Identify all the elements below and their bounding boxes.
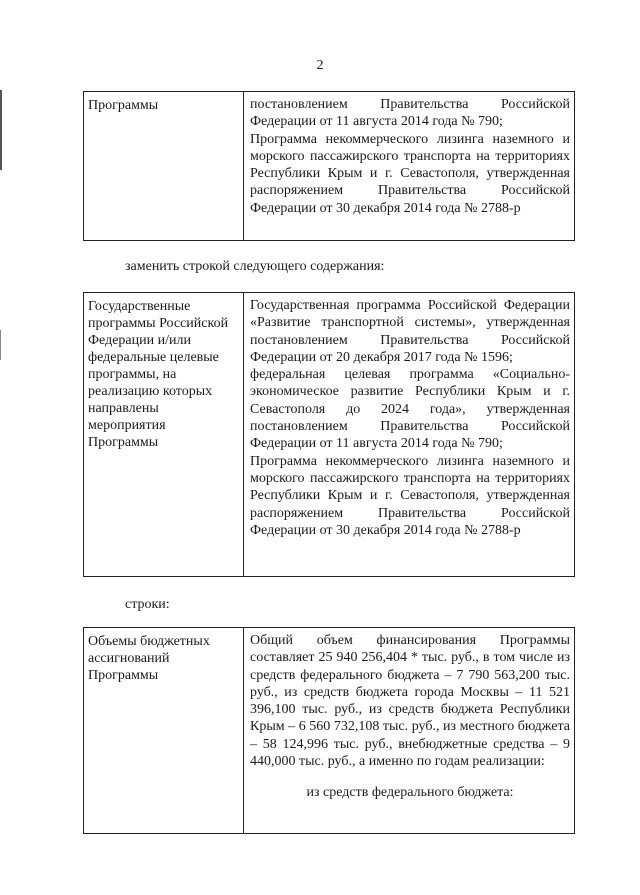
table-left-cell <box>84 293 244 576</box>
scan-edge-mark <box>0 330 1 360</box>
replace-instruction: заменить строкой следующего содержания: <box>125 259 385 274</box>
lines-label: строки: <box>125 597 170 612</box>
cell-paragraph: Программа некоммерческого лизинга наземного и морского пассажирского транспорта на территориях Республики Крым и г. Севастополя, утвержденная распоряжением Правительства Российской Федерации от 30 декабря 2014 года № 2788-р <box>250 131 570 216</box>
cell-paragraph: постановлением Правительства Российской Федерации от 11 августа 2014 года № 790; <box>250 97 570 130</box>
table-right-cell <box>244 92 574 240</box>
cell-label: Государственные программы Российской Федерации и/или федеральные целевые программы, на реализацию которых направлены мероприятия Программы <box>88 299 229 450</box>
cell-label: Программы <box>88 98 159 113</box>
cell-paragraph: Государственная программа Российской Федерации «Развитие транспортной системы», утвержденная постановлением Правительства Российской Федерации от 20 декабря 2017 года № 1596; <box>250 298 570 365</box>
scan-edge-mark <box>0 90 2 170</box>
page-number: 2 <box>316 58 324 73</box>
table-left-cell <box>84 628 244 833</box>
cell-paragraph: федеральная целевая программа «Социально-экономическое развитие Республики Крым и г. Севастополя до 2024 года», утвержденная постановлением Правительства Российской Федерации от 11 августа 2014 года № 790; <box>250 367 570 452</box>
table-programs-continued <box>83 91 575 241</box>
cell-paragraph: Общий объем финансирования Программы составляет 25 940 256,404 * тыс. руб., в том числе из средств федерального бюджета – 7 790 563,200 тыс. руб., из средств бюджета города Москвы – 11 521 396,100 тыс. руб., из средств бюджета Республики Крым – 6 560 732,108 тыс. руб., из местного бюджета – 58 124,996 тыс. руб., внебюджетные средства – 9 440,000 тыс. руб., а именно по годам реализации: <box>250 633 570 770</box>
table-right-cell <box>244 293 574 576</box>
table-right-cell <box>244 628 574 833</box>
cell-paragraph: Программа некоммерческого лизинга наземного и морского пассажирского транспорта на территориях Республики Крым и г. Севастополя, утвержденная распоряжением Правительства Российской Федерации от 30 декабря 2014 года № 2788-р <box>250 453 570 538</box>
table-budget-allocations <box>83 627 575 834</box>
cell-label: Объемы бюджетных ассигнований Программы <box>88 634 210 683</box>
table-left-cell <box>84 92 244 240</box>
table-state-programs <box>83 292 575 577</box>
cell-subheading: из средств федерального бюджета: <box>306 785 514 801</box>
